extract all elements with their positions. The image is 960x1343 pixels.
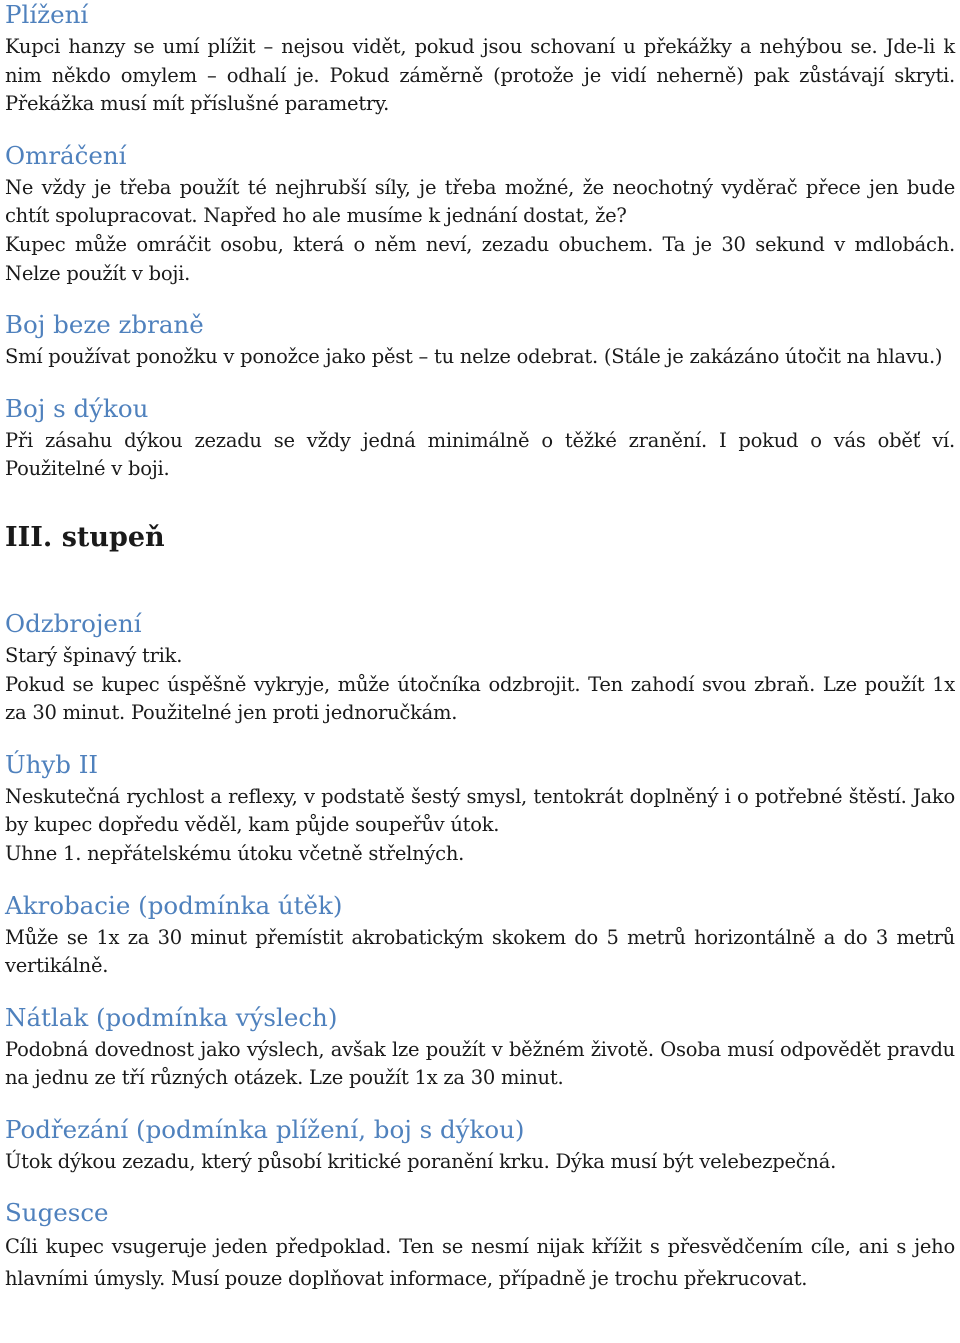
- section-heading-natlak: Nátlak (podmínka výslech): [5, 1002, 338, 1032]
- paragraph-natlak: Podobná dovednost jako výslech, avšak lze použít v běžném životě. Osoba musí odpovědět pravdu na jednu ze tří různých otázek. Lze použít 1x za 30 minut.: [5, 1037, 955, 1090]
- section-heading-podrezani: Podřezání (podmínka plížení, boj s dýkou): [5, 1114, 525, 1144]
- section-heading-sugesce: Sugesce: [5, 1198, 109, 1228]
- paragraph-sugesce: Cíli kupec vsugeruje jeden předpoklad. Ten se nesmí nijak křížit s přesvědčením cíle, ani s jeho hlavními úmysly. Musí pouze doplňovat informace, případně je trochu překrucovat.: [5, 1235, 955, 1291]
- section-heading-boj-beze-zbrane: Boj beze zbraně: [5, 310, 204, 340]
- paragraph-boj-beze-zbrane: Smí používat ponožku v ponožce jako pěst – tu nelze odebrat. (Stále je zakázáno útočit na hlavu.): [5, 345, 943, 369]
- paragraph-boj-s-dykou: Při zásahu dýkou zezadu se vždy jedná minimálně o těžké zranění. I pokud o vás oběť ví. Použitelné v boji.: [5, 428, 955, 481]
- paragraph-podrezani: Útok dýkou zezadu, který působí kritické poranění krku. Dýka musí být velebezpečná.: [5, 1149, 837, 1173]
- paragraph-akrobacie: Může se 1x za 30 minut přemístit akrobatickým skokem do 5 metrů horizontálně a do 3 metrů vertikálně.: [5, 925, 955, 978]
- section-heading-boj-s-dykou: Boj s dýkou: [5, 393, 149, 423]
- section-heading-odzbrojeni: Odzbrojení: [5, 608, 142, 638]
- paragraph-uhyb-2: Uhne 1. nepřátelskému útoku včetně střelných.: [5, 841, 465, 865]
- section-heading-plizeni: Plížení: [5, 0, 89, 29]
- paragraph-omraceni-1: Ne vždy je třeba použít té nejhrubší síly, je třeba možné, že neochotný vyděrač přece jen bude chtít spolupracovat. Napřed ho ale musíme k jednání dostat, že?: [5, 175, 955, 228]
- section-heading-uhyb: Úhyb II: [5, 749, 99, 779]
- paragraph-odzbrojeni-2: Pokud se kupec úspěšně vykryje, může útočníka odzbrojit. Ten zahodí svou zbraň. Lze použít 1x za 30 minut. Použitelné jen proti jednoručkám.: [5, 672, 955, 725]
- stage-title: III. stupeň: [5, 521, 165, 553]
- paragraph-plizeni: Kupci hanzy se umí plížit – nejsou vidět, pokud jsou schovaní u překážky a nehýbou se. Jde-li k nim někdo omylem – odhalí je. Pokud záměrně (protože je vidí neherně) pak zůstávají skryti. Překážka musí mít příslušné parametry.: [5, 35, 955, 116]
- paragraph-uhyb-1: Neskutečná rychlost a reflexy, v podstatě šestý smysl, tentokrát doplněný i o potřebné štěstí. Jako by kupec dopředu věděl, kam půjde soupeřův útok.: [5, 784, 955, 837]
- paragraph-odzbrojeni-1: Starý špinavý trik.: [5, 643, 183, 667]
- section-heading-akrobacie: Akrobacie (podmínka útěk): [5, 890, 343, 920]
- section-heading-omraceni: Omráčení: [5, 140, 127, 170]
- paragraph-omraceni-2: Kupec může omráčit osobu, která o něm neví, zezadu obuchem. Ta je 30 sekund v mdlobách. Nelze použít v boji.: [5, 232, 955, 285]
